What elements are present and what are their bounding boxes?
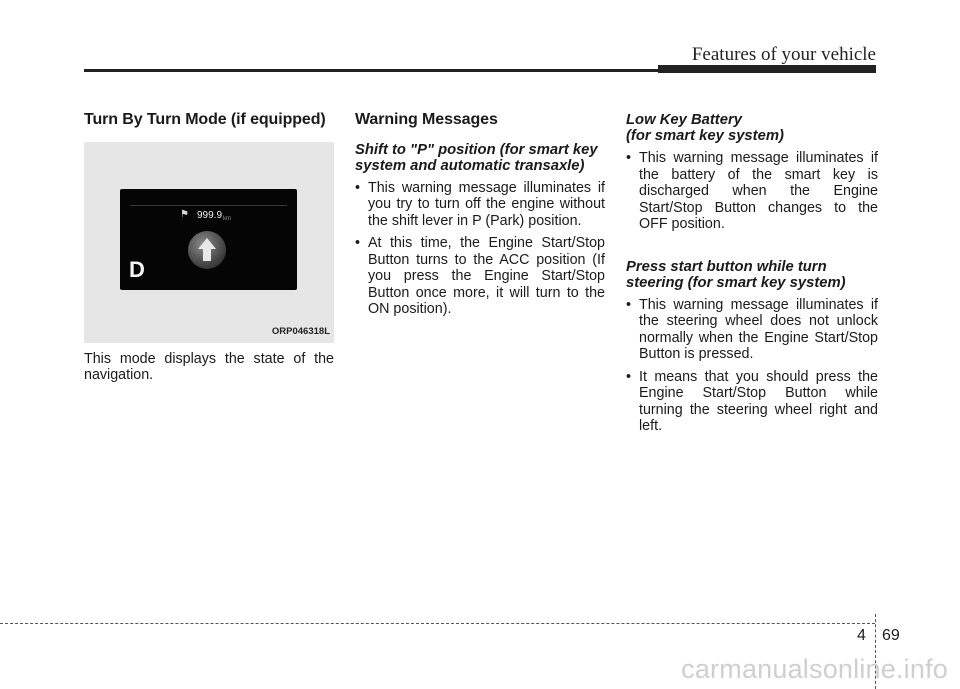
cluster-figure xyxy=(84,142,334,343)
column-2 xyxy=(355,112,605,324)
list-item: • It means that you should press the Engine Start/Stop Button while turning the steering wheel right and left. xyxy=(626,369,878,435)
bullet-list xyxy=(626,297,878,435)
subheading-press-start-button: Press start button while turn steering (for smart key system) xyxy=(626,258,846,291)
column-1 xyxy=(84,112,334,384)
figure-caption: ORP046318L xyxy=(271,326,330,337)
distance-readout: 999.9 xyxy=(197,209,223,221)
footer-rule xyxy=(0,623,875,624)
watermark: carmanualsonline.info xyxy=(681,654,948,684)
bullet-list xyxy=(626,150,878,233)
list-item: • At this time, the Engine Start/Stop Button turns to the ACC position (If you press the Engine Start/Stop Button once more, it will turn to the ON position). xyxy=(355,235,605,318)
list-item: • This warning message illuminates if the battery of the smart key is discharged when the Engine Start/Stop Button changes to the OFF position. xyxy=(626,150,878,233)
gear-indicator: D xyxy=(129,256,145,282)
subheading-low-key-battery: Low Key Battery (for smart key system) xyxy=(626,112,784,144)
body-text: This mode displays the state of the navigation. xyxy=(84,350,334,383)
chapter-number: 4 xyxy=(857,627,866,644)
bullet-list xyxy=(355,180,605,318)
flag-icon: ⚑ xyxy=(180,208,189,220)
header-tab-bar xyxy=(658,65,876,73)
column-3 xyxy=(626,112,878,441)
header-title: Features of your vehicle xyxy=(691,44,876,65)
section-heading-turn-by-turn: Turn By Turn Mode (if equipped) xyxy=(84,111,326,128)
distance-unit: km xyxy=(223,215,231,222)
list-item: • This warning message illuminates if the steering wheel does not unlock normally when the Engine Start/Stop Button is pressed. xyxy=(626,297,878,363)
screen-divider xyxy=(130,205,287,206)
cluster-screen xyxy=(120,189,297,290)
turn-arrow-icon xyxy=(188,231,226,269)
page-number: 69 xyxy=(882,627,900,644)
section-heading-warning-messages: Warning Messages xyxy=(355,111,498,128)
list-item: • This warning message illuminates if you try to turn off the engine without the shift lever in P (Park) position. xyxy=(355,180,605,230)
subheading-shift-to-p: Shift to "P" position (for smart key system and automatic transaxle) xyxy=(355,141,598,174)
